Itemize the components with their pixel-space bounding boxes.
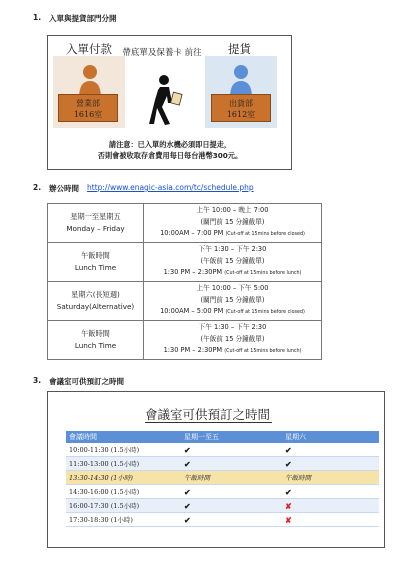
time-cell: 10:00-11:30 (1.5小時) bbox=[66, 443, 181, 457]
cutoff-line: (午飯前 15 分鐘截單) bbox=[200, 334, 265, 343]
person-icon bbox=[77, 64, 103, 98]
hours-line: 上午 10:00 – 晚上 7:00 bbox=[196, 206, 269, 215]
check-icon: ✔ bbox=[282, 443, 379, 457]
section-1-heading bbox=[33, 13, 117, 24]
lunch-cell: 午飯時間 bbox=[282, 471, 379, 485]
cutoff-en: (Cut-off at 15mins before lunch) bbox=[224, 271, 302, 277]
table-row bbox=[66, 443, 379, 457]
schedule-link[interactable]: http://www.enagic-asia.com/tc/schedule.php bbox=[87, 183, 254, 192]
section-title: 辦公時間 bbox=[49, 184, 79, 193]
bring-documents-text: 帶底單及保養卡 前往 bbox=[122, 48, 202, 58]
table-row bbox=[66, 485, 379, 499]
label-zh: 午飯時間 bbox=[81, 329, 110, 338]
label-zh: 星期六(長短週) bbox=[71, 290, 120, 299]
shipping-dept-label: 出貨部 bbox=[229, 99, 253, 108]
cutoff-en: (Cut-off at 15mins before lunch) bbox=[224, 349, 302, 355]
hours-line: 下午 1:30 – 下午 2:30 bbox=[198, 245, 267, 254]
hours-en: 10:00AM – 5:00 PM bbox=[160, 307, 224, 316]
title-underline bbox=[145, 422, 272, 423]
payment-title: 入單付款 bbox=[66, 42, 112, 56]
pickup-title: 提貨 bbox=[228, 42, 251, 56]
hours-value-cell bbox=[144, 243, 322, 282]
label-en: Lunch Time bbox=[74, 341, 117, 350]
hours-value-cell bbox=[144, 321, 322, 360]
section-title: 會議室可供預訂之時間 bbox=[49, 377, 124, 386]
table-row bbox=[66, 457, 379, 471]
table-row bbox=[48, 243, 322, 282]
time-cell: 11:30-13:00 (1.5小時) bbox=[66, 457, 181, 471]
hours-en-line bbox=[144, 267, 321, 280]
section-2-heading bbox=[33, 183, 254, 194]
table-row bbox=[48, 321, 322, 360]
hours-value-cell bbox=[144, 282, 322, 321]
cutoff-en: (Cut-off at 15mins before closed) bbox=[225, 232, 305, 238]
meeting-table-title: 會議室可供預訂之時間 bbox=[145, 407, 271, 422]
table-row bbox=[48, 282, 322, 321]
check-icon: ✔ bbox=[181, 457, 282, 471]
cross-icon: ✘ bbox=[282, 499, 379, 513]
cutoff-line: (關門前 15 分鐘截單) bbox=[200, 295, 265, 304]
check-icon: ✔ bbox=[181, 513, 282, 527]
label-en: Lunch Time bbox=[74, 263, 117, 272]
section-number: 2. bbox=[33, 183, 42, 192]
table-row bbox=[48, 204, 322, 243]
table-row bbox=[66, 499, 379, 513]
check-icon: ✔ bbox=[282, 457, 379, 471]
column-header: 星期一至五 bbox=[181, 431, 282, 443]
table-header-row bbox=[66, 431, 379, 443]
cross-icon: ✘ bbox=[282, 513, 379, 527]
shipping-desk bbox=[211, 94, 271, 122]
section-number: 3. bbox=[33, 376, 42, 385]
label-zh: 星期一至星期五 bbox=[70, 212, 121, 221]
sales-desk bbox=[58, 94, 118, 122]
time-cell: 13:30-14:30 (1小時) bbox=[66, 471, 181, 485]
table-row bbox=[66, 513, 379, 527]
notice-line-1: 請注意：已入單的水機必須即日提走， bbox=[108, 140, 232, 149]
hours-en-line bbox=[144, 345, 321, 358]
hours-en-line bbox=[144, 306, 321, 319]
check-icon: ✔ bbox=[181, 499, 282, 513]
hours-label-cell bbox=[48, 321, 144, 360]
hours-label-cell bbox=[48, 243, 144, 282]
hours-label-cell bbox=[48, 204, 144, 243]
meeting-room-table bbox=[66, 431, 379, 527]
section-title: 入單與提貨部門分開 bbox=[49, 14, 117, 23]
time-cell: 17:30-18:30 (1小時) bbox=[66, 513, 181, 527]
hours-value-cell bbox=[144, 204, 322, 243]
column-header: 星期六 bbox=[282, 431, 379, 443]
hours-label-cell bbox=[48, 282, 144, 321]
check-icon: ✔ bbox=[181, 485, 282, 499]
time-cell: 16:00-17:30 (1.5小時) bbox=[66, 499, 181, 513]
column-header: 會議時間 bbox=[66, 431, 181, 443]
hours-en: 10:00AM – 7:00 PM bbox=[160, 229, 224, 238]
section-number: 1. bbox=[33, 13, 42, 22]
shipping-room-label: 1612室 bbox=[226, 110, 256, 119]
lunch-cell: 午飯時間 bbox=[181, 471, 282, 485]
hours-en: 1:30 PM – 2:30PM bbox=[163, 346, 223, 355]
walking-person-icon bbox=[148, 74, 188, 126]
hours-en: 1:30 PM – 2:30PM bbox=[163, 268, 223, 277]
time-cell: 14:30-16:00 (1.5小時) bbox=[66, 485, 181, 499]
check-icon: ✔ bbox=[282, 485, 379, 499]
notice-line-2: 否則會被收取存倉費用每日每台港幣300元。 bbox=[97, 151, 243, 160]
person-icon bbox=[228, 64, 254, 98]
hours-line: 下午 1:30 – 下午 2:30 bbox=[198, 323, 267, 332]
section-3-heading bbox=[33, 376, 124, 387]
label-zh: 午飯時間 bbox=[81, 251, 110, 260]
cutoff-line: (關門前 15 分鐘截單) bbox=[200, 217, 265, 226]
check-icon: ✔ bbox=[181, 443, 282, 457]
cutoff-en: (Cut-off at 15mins before closed) bbox=[225, 310, 305, 316]
sales-dept-label: 營業部 bbox=[76, 99, 100, 108]
table-row-lunch bbox=[66, 471, 379, 485]
cutoff-line: (午飯前 15 分鐘截單) bbox=[200, 256, 265, 265]
hours-line: 上午 10:00 – 下午 5:00 bbox=[196, 284, 269, 293]
sales-room-label: 1616室 bbox=[73, 110, 103, 119]
storage-fee-notice bbox=[60, 139, 280, 161]
label-en: Monday – Friday bbox=[66, 224, 125, 233]
office-hours-table bbox=[47, 203, 322, 360]
hours-en-line bbox=[144, 228, 321, 241]
label-en: Saturday(Alternative) bbox=[56, 302, 135, 311]
